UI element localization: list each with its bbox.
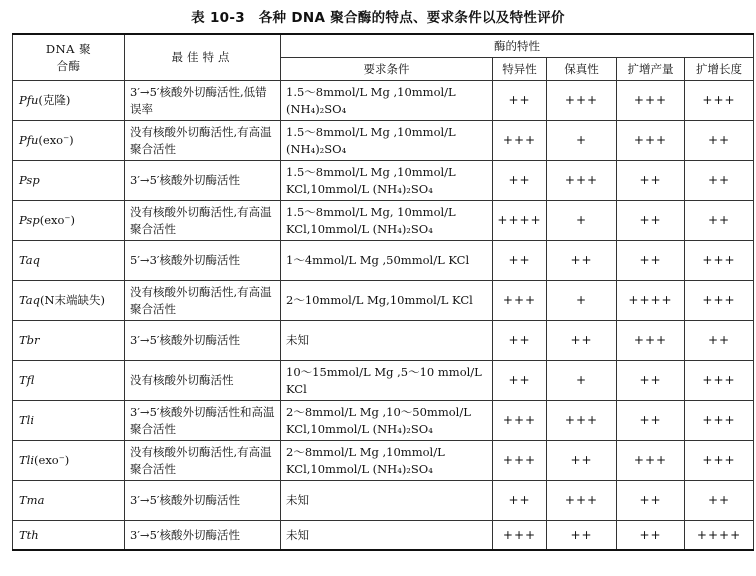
enzyme-name: Tma <box>19 493 45 507</box>
feature-cell: 3′→5′核酸外切酶活性 <box>125 161 281 201</box>
fidelity-cell: +++ <box>547 81 617 121</box>
length-cell: +++ <box>685 441 754 481</box>
feature-cell: 5′→3′核酸外切酶活性 <box>125 241 281 281</box>
specificity-cell: ++ <box>493 81 547 121</box>
enzyme-name: Tli <box>19 453 35 467</box>
table-row <box>13 121 754 161</box>
yield-cell: ++ <box>617 481 685 521</box>
enzyme-suffix: (exo⁻) <box>38 133 74 147</box>
enzyme-name: Pfu <box>19 93 39 107</box>
enzyme-suffix: (克隆) <box>38 93 71 107</box>
specificity-cell: +++ <box>493 441 547 481</box>
enzyme-name-cell <box>13 361 125 401</box>
enzyme-name-cell <box>13 401 125 441</box>
conditions-cell: 未知 <box>281 521 493 551</box>
conditions-cell: 1～4mmol/L Mg ,50mmol/L KCl <box>281 241 493 281</box>
fidelity-cell: + <box>547 121 617 161</box>
fidelity-cell: + <box>547 201 617 241</box>
feature-cell: 没有核酸外切酶活性,有高温聚合活性 <box>125 121 281 161</box>
specificity-cell: ++ <box>493 241 547 281</box>
yield-cell: ++ <box>617 161 685 201</box>
yield-cell: ++++ <box>617 281 685 321</box>
enzyme-name: Psp <box>19 213 40 227</box>
specificity-cell: +++ <box>493 521 547 551</box>
properties-header: 酶的特性 <box>281 34 754 58</box>
conditions-cell: 1.5～8mmol/L Mg ,10mmol/L KCl,10mmol/L (NH₄)₂SO₄ <box>281 161 493 201</box>
fidelity-cell: ++ <box>547 441 617 481</box>
feature-cell: 没有核酸外切酶活性,有高温聚合活性 <box>125 441 281 481</box>
table-row <box>13 281 754 321</box>
conditions-cell: 未知 <box>281 481 493 521</box>
yield-cell: ++ <box>617 241 685 281</box>
enzyme-name: Psp <box>19 173 40 187</box>
feature-cell: 没有核酸外切酶活性,有高温聚合活性 <box>125 201 281 241</box>
fidelity-cell: + <box>547 281 617 321</box>
length-cell: ++ <box>685 481 754 521</box>
enzyme-name: Tfl <box>19 373 35 387</box>
enzyme-suffix: (N末端缺失) <box>40 293 106 307</box>
specificity-cell: +++ <box>493 121 547 161</box>
table-row <box>13 361 754 401</box>
yield-cell: ++ <box>617 521 685 551</box>
enzyme-suffix: (exo⁻) <box>39 213 75 227</box>
yield-cell: ++ <box>617 361 685 401</box>
length-cell: ++ <box>685 201 754 241</box>
feature-cell: 3′→5′核酸外切酶活性,低错误率 <box>125 81 281 121</box>
enzyme-name-cell <box>13 241 125 281</box>
enzyme-name: Taq <box>19 293 40 307</box>
fidelity-cell: +++ <box>547 481 617 521</box>
length-header: 扩增长度 <box>685 58 754 81</box>
conditions-cell: 10～15mmol/L Mg ,5～10 mmol/L KCl <box>281 361 493 401</box>
fidelity-cell: +++ <box>547 161 617 201</box>
table-row <box>13 241 754 281</box>
feature-cell: 3′→5′核酸外切酶活性 <box>125 521 281 551</box>
enzyme-name-cell <box>13 481 125 521</box>
specificity-cell: ++ <box>493 361 547 401</box>
specificity-cell: ++++ <box>493 201 547 241</box>
enzyme-name-cell <box>13 281 125 321</box>
conditions-cell: 2～8mmol/L Mg ,10mmol/L KCl,10mmol/L (NH₄)₂SO₄ <box>281 441 493 481</box>
specificity-cell: +++ <box>493 281 547 321</box>
enzyme-header-line2: 合酶 <box>56 58 81 73</box>
fidelity-header: 保真性 <box>547 58 617 81</box>
enzyme-header <box>13 34 125 81</box>
table-row <box>13 81 754 121</box>
feature-cell: 没有核酸外切酶活性,有高温聚合活性 <box>125 281 281 321</box>
table-row <box>13 321 754 361</box>
yield-cell: +++ <box>617 441 685 481</box>
fidelity-cell: ++ <box>547 241 617 281</box>
conditions-cell: 1.5～8mmol/L Mg ,10mmol/L (NH₄)₂SO₄ <box>281 121 493 161</box>
length-cell: +++ <box>685 401 754 441</box>
enzyme-name: Tli <box>19 413 35 427</box>
specificity-cell: ++ <box>493 161 547 201</box>
table-body <box>13 81 754 551</box>
enzyme-name: Tbr <box>19 333 40 347</box>
conditions-cell: 1.5～8mmol/L Mg ,10mmol/L (NH₄)₂SO₄ <box>281 81 493 121</box>
table-caption: 表 10-3 各种 DNA 聚合酶的特点、要求条件以及特性评价 <box>191 10 565 26</box>
yield-header: 扩增产量 <box>617 58 685 81</box>
yield-cell: ++ <box>617 401 685 441</box>
specificity-cell: ++ <box>493 481 547 521</box>
fidelity-cell: + <box>547 361 617 401</box>
length-cell: ++++ <box>685 521 754 551</box>
enzyme-header-line1: DNA 聚 <box>45 41 92 56</box>
length-cell: ++ <box>685 321 754 361</box>
length-cell: +++ <box>685 81 754 121</box>
enzyme-name: Pfu <box>19 133 39 147</box>
enzyme-name-cell <box>13 161 125 201</box>
yield-cell: +++ <box>617 321 685 361</box>
conditions-header: 要求条件 <box>281 58 493 81</box>
yield-cell: ++ <box>617 201 685 241</box>
conditions-cell: 未知 <box>281 321 493 361</box>
specificity-cell: +++ <box>493 401 547 441</box>
feature-header: 最佳特点 <box>125 34 281 81</box>
enzyme-name-cell <box>13 81 125 121</box>
fidelity-cell: ++ <box>547 321 617 361</box>
enzyme-name-cell <box>13 441 125 481</box>
table-row <box>13 521 754 551</box>
conditions-cell: 2～10mmol/L Mg,10mmol/L KCl <box>281 281 493 321</box>
fidelity-cell: ++ <box>547 521 617 551</box>
specificity-header: 特异性 <box>493 58 547 81</box>
table-row <box>13 481 754 521</box>
header-row-1 <box>13 34 754 58</box>
enzyme-name-cell <box>13 201 125 241</box>
fidelity-cell: +++ <box>547 401 617 441</box>
feature-cell: 3′→5′核酸外切酶活性 <box>125 321 281 361</box>
feature-cell: 没有核酸外切酶活性 <box>125 361 281 401</box>
length-cell: ++ <box>685 161 754 201</box>
conditions-cell: 1.5～8mmol/L Mg, 10mmol/L KCl,10mmol/L (NH₄)₂SO₄ <box>281 201 493 241</box>
specificity-cell: ++ <box>493 321 547 361</box>
table-row <box>13 161 754 201</box>
enzyme-name-cell <box>13 321 125 361</box>
enzyme-suffix: (exo⁻) <box>34 453 70 467</box>
feature-cell: 3′→5′核酸外切酶活性 <box>125 481 281 521</box>
enzyme-name-cell <box>13 521 125 551</box>
yield-cell: +++ <box>617 121 685 161</box>
conditions-cell: 2～8mmol/L Mg ,10～50mmol/L KCl,10mmol/L (NH₄)₂SO₄ <box>281 401 493 441</box>
table-row <box>13 201 754 241</box>
dna-polymerase-table <box>12 33 754 551</box>
feature-cell: 3′→5′核酸外切酶活性和高温聚合活性 <box>125 401 281 441</box>
enzyme-name: Tth <box>19 527 39 542</box>
length-cell: +++ <box>685 241 754 281</box>
length-cell: +++ <box>685 361 754 401</box>
length-cell: +++ <box>685 281 754 321</box>
enzyme-name: Taq <box>19 253 40 267</box>
table-row <box>13 441 754 481</box>
table-row <box>13 401 754 441</box>
yield-cell: +++ <box>617 81 685 121</box>
enzyme-name-cell <box>13 121 125 161</box>
length-cell: ++ <box>685 121 754 161</box>
